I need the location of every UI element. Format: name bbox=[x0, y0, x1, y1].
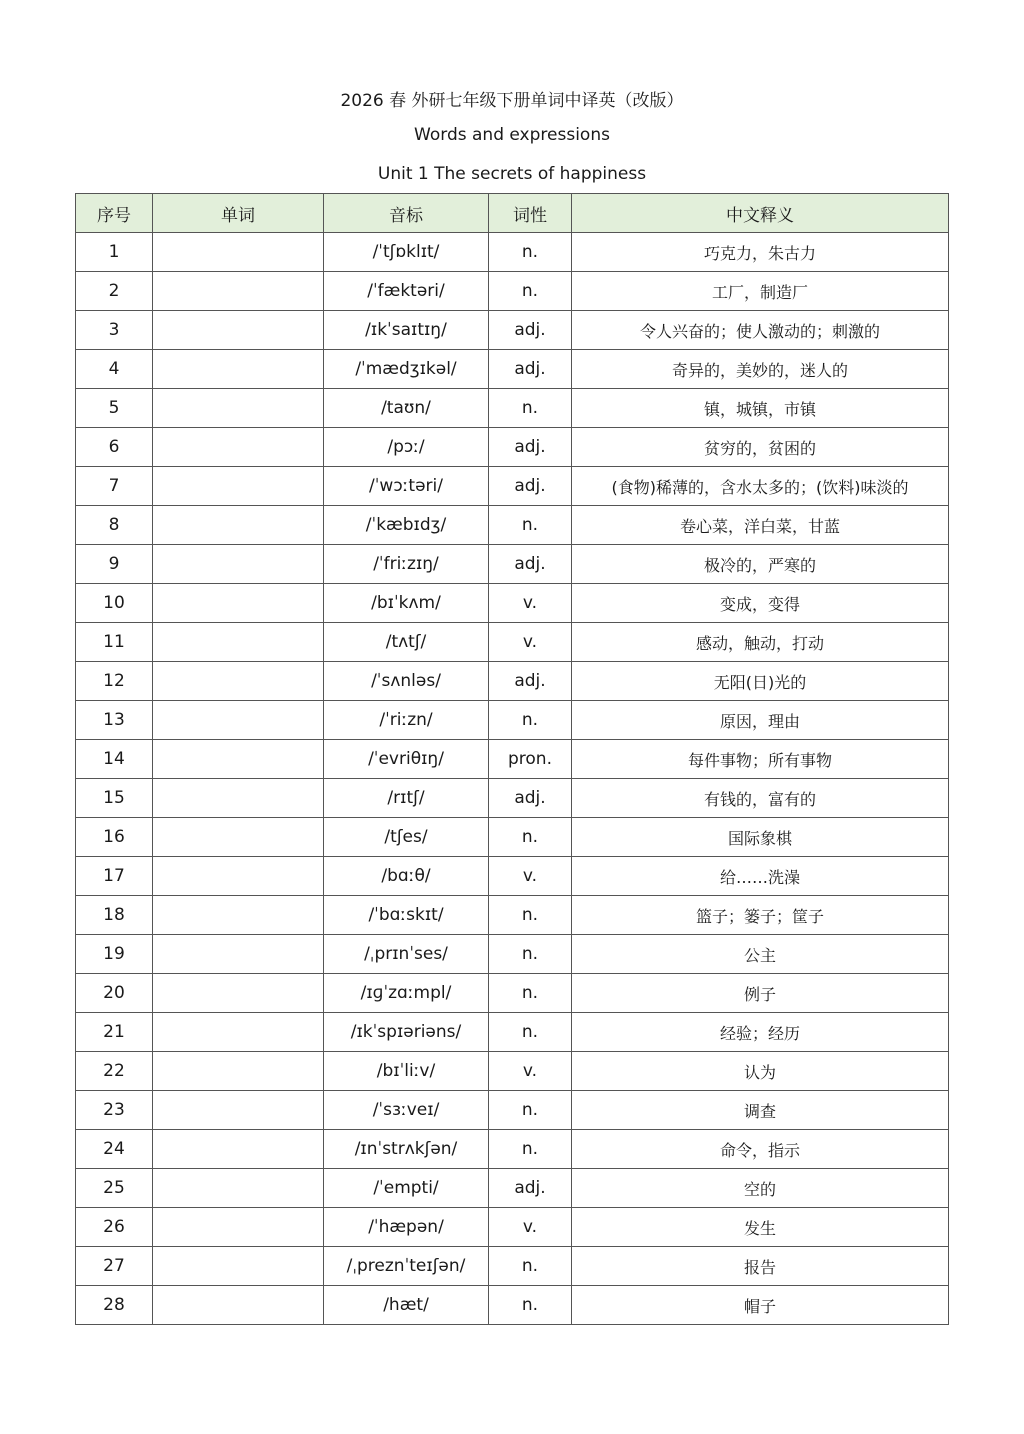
word-answer-cell[interactable] bbox=[153, 1208, 324, 1247]
table-row bbox=[76, 662, 949, 701]
chinese-meaning-cell: 空的 bbox=[572, 1169, 949, 1208]
phonetic-cell: /ˈhæpən/ bbox=[324, 1208, 489, 1247]
row-number: 17 bbox=[76, 857, 153, 896]
part-of-speech-cell: v. bbox=[489, 584, 572, 623]
word-answer-cell[interactable] bbox=[153, 506, 324, 545]
chinese-meaning-cell: 原因，理由 bbox=[572, 701, 949, 740]
phonetic-cell: /ɪkˈsaɪtɪŋ/ bbox=[324, 311, 489, 350]
part-of-speech-cell: n. bbox=[489, 389, 572, 428]
word-answer-cell[interactable] bbox=[153, 701, 324, 740]
row-number: 5 bbox=[76, 389, 153, 428]
chinese-meaning-cell: 令人兴奋的；使人激动的；刺激的 bbox=[572, 311, 949, 350]
phonetic-cell: /bɑːθ/ bbox=[324, 857, 489, 896]
part-of-speech-cell: n. bbox=[489, 1013, 572, 1052]
word-answer-cell[interactable] bbox=[153, 779, 324, 818]
table-row bbox=[76, 545, 949, 584]
chinese-meaning-cell: 卷心菜，洋白菜，甘蓝 bbox=[572, 506, 949, 545]
table-row bbox=[76, 740, 949, 779]
word-answer-cell[interactable] bbox=[153, 1091, 324, 1130]
part-of-speech-cell: pron. bbox=[489, 740, 572, 779]
chinese-meaning-cell: 感动，触动，打动 bbox=[572, 623, 949, 662]
row-number: 12 bbox=[76, 662, 153, 701]
word-answer-cell[interactable] bbox=[153, 818, 324, 857]
table-row bbox=[76, 1247, 949, 1286]
row-number: 20 bbox=[76, 974, 153, 1013]
phonetic-cell: /ˈfriːzɪŋ/ bbox=[324, 545, 489, 584]
table-body bbox=[76, 233, 949, 1325]
phonetic-cell: /rɪtʃ/ bbox=[324, 779, 489, 818]
table-row bbox=[76, 857, 949, 896]
part-of-speech-cell: n. bbox=[489, 233, 572, 272]
vocabulary-table bbox=[75, 193, 949, 1325]
row-number: 18 bbox=[76, 896, 153, 935]
word-answer-cell[interactable] bbox=[153, 233, 324, 272]
row-number: 23 bbox=[76, 1091, 153, 1130]
phonetic-cell: /ˌprɪnˈses/ bbox=[324, 935, 489, 974]
phonetic-cell: /ˈriːzn/ bbox=[324, 701, 489, 740]
part-of-speech-cell: v. bbox=[489, 857, 572, 896]
table-row bbox=[76, 1013, 949, 1052]
header-part-of-speech: 词性 bbox=[489, 194, 572, 233]
phonetic-cell: /ˈfæktəri/ bbox=[324, 272, 489, 311]
row-number: 4 bbox=[76, 350, 153, 389]
table-row bbox=[76, 1091, 949, 1130]
part-of-speech-cell: n. bbox=[489, 701, 572, 740]
word-answer-cell[interactable] bbox=[153, 662, 324, 701]
table-row bbox=[76, 623, 949, 662]
phonetic-cell: /pɔː/ bbox=[324, 428, 489, 467]
word-answer-cell[interactable] bbox=[153, 467, 324, 506]
table-row bbox=[76, 584, 949, 623]
header-number: 序号 bbox=[76, 194, 153, 233]
chinese-meaning-cell: 帽子 bbox=[572, 1286, 949, 1325]
table-row bbox=[76, 974, 949, 1013]
chinese-meaning-cell: 变成，变得 bbox=[572, 584, 949, 623]
row-number: 21 bbox=[76, 1013, 153, 1052]
phonetic-cell: /bɪˈliːv/ bbox=[324, 1052, 489, 1091]
word-answer-cell[interactable] bbox=[153, 1013, 324, 1052]
header-phonetic: 音标 bbox=[324, 194, 489, 233]
row-number: 19 bbox=[76, 935, 153, 974]
chinese-meaning-cell: 命令，指示 bbox=[572, 1130, 949, 1169]
table-row bbox=[76, 389, 949, 428]
chinese-meaning-cell: 例子 bbox=[572, 974, 949, 1013]
chinese-meaning-cell: 贫穷的，贫困的 bbox=[572, 428, 949, 467]
row-number: 11 bbox=[76, 623, 153, 662]
part-of-speech-cell: adj. bbox=[489, 1169, 572, 1208]
phonetic-cell: /ˈbɑːskɪt/ bbox=[324, 896, 489, 935]
row-number: 26 bbox=[76, 1208, 153, 1247]
row-number: 27 bbox=[76, 1247, 153, 1286]
table-row bbox=[76, 272, 949, 311]
chinese-meaning-cell: 公主 bbox=[572, 935, 949, 974]
part-of-speech-cell: v. bbox=[489, 623, 572, 662]
chinese-meaning-cell: 给……洗澡 bbox=[572, 857, 949, 896]
part-of-speech-cell: adj. bbox=[489, 467, 572, 506]
part-of-speech-cell: n. bbox=[489, 506, 572, 545]
phonetic-cell: /ˈempti/ bbox=[324, 1169, 489, 1208]
chinese-meaning-cell: 经验；经历 bbox=[572, 1013, 949, 1052]
table-row bbox=[76, 428, 949, 467]
table-row bbox=[76, 935, 949, 974]
part-of-speech-cell: n. bbox=[489, 1091, 572, 1130]
word-answer-cell[interactable] bbox=[153, 311, 324, 350]
chinese-meaning-cell: 工厂，制造厂 bbox=[572, 272, 949, 311]
part-of-speech-cell: v. bbox=[489, 1052, 572, 1091]
part-of-speech-cell: adj. bbox=[489, 545, 572, 584]
chinese-meaning-cell: 有钱的，富有的 bbox=[572, 779, 949, 818]
row-number: 6 bbox=[76, 428, 153, 467]
word-answer-cell[interactable] bbox=[153, 389, 324, 428]
table-row bbox=[76, 896, 949, 935]
phonetic-cell: /ˈkæbɪdʒ/ bbox=[324, 506, 489, 545]
chinese-meaning-cell: 镇，城镇，市镇 bbox=[572, 389, 949, 428]
table-row bbox=[76, 1169, 949, 1208]
chinese-meaning-cell: 无阳(日)光的 bbox=[572, 662, 949, 701]
word-answer-cell[interactable] bbox=[153, 935, 324, 974]
row-number: 16 bbox=[76, 818, 153, 857]
word-answer-cell[interactable] bbox=[153, 974, 324, 1013]
table-row bbox=[76, 1208, 949, 1247]
word-answer-cell[interactable] bbox=[153, 272, 324, 311]
part-of-speech-cell: adj. bbox=[489, 311, 572, 350]
page-title: 2026 春 外研七年级下册单词中译英（改版） bbox=[340, 91, 684, 111]
part-of-speech-cell: n. bbox=[489, 896, 572, 935]
row-number: 25 bbox=[76, 1169, 153, 1208]
word-answer-cell[interactable] bbox=[153, 428, 324, 467]
chinese-meaning-cell: 奇异的，美妙的，迷人的 bbox=[572, 350, 949, 389]
word-answer-cell[interactable] bbox=[153, 350, 324, 389]
phonetic-cell: /tʌtʃ/ bbox=[324, 623, 489, 662]
row-number: 22 bbox=[76, 1052, 153, 1091]
row-number: 8 bbox=[76, 506, 153, 545]
word-answer-cell[interactable] bbox=[153, 1052, 324, 1091]
word-answer-cell[interactable] bbox=[153, 584, 324, 623]
part-of-speech-cell: n. bbox=[489, 818, 572, 857]
chinese-meaning-cell: 国际象棋 bbox=[572, 818, 949, 857]
row-number: 28 bbox=[76, 1286, 153, 1325]
table-row bbox=[76, 1130, 949, 1169]
table-row bbox=[76, 818, 949, 857]
chinese-meaning-cell: 报告 bbox=[572, 1247, 949, 1286]
phonetic-cell: /taʊn/ bbox=[324, 389, 489, 428]
part-of-speech-cell: adj. bbox=[489, 779, 572, 818]
table-row bbox=[76, 233, 949, 272]
word-answer-cell[interactable] bbox=[153, 545, 324, 584]
part-of-speech-cell: n. bbox=[489, 272, 572, 311]
part-of-speech-cell: v. bbox=[489, 1208, 572, 1247]
chinese-meaning-cell: 极冷的，严寒的 bbox=[572, 545, 949, 584]
part-of-speech-cell: n. bbox=[489, 1286, 572, 1325]
phonetic-cell: /ˈevriθɪŋ/ bbox=[324, 740, 489, 779]
row-number: 1 bbox=[76, 233, 153, 272]
table-row bbox=[76, 701, 949, 740]
word-answer-cell[interactable] bbox=[153, 623, 324, 662]
row-number: 7 bbox=[76, 467, 153, 506]
header-word: 单词 bbox=[153, 194, 324, 233]
phonetic-cell: /ˈwɔːtəri/ bbox=[324, 467, 489, 506]
phonetic-cell: /ɪɡˈzɑːmpl/ bbox=[324, 974, 489, 1013]
table-row bbox=[76, 1052, 949, 1091]
table-row bbox=[76, 467, 949, 506]
part-of-speech-cell: adj. bbox=[489, 428, 572, 467]
chinese-meaning-cell: 篮子；篓子；筐子 bbox=[572, 896, 949, 935]
table-row bbox=[76, 506, 949, 545]
part-of-speech-cell: n. bbox=[489, 935, 572, 974]
word-answer-cell[interactable] bbox=[153, 1286, 324, 1325]
table-row bbox=[76, 350, 949, 389]
phonetic-cell: /ɪnˈstrʌkʃən/ bbox=[324, 1130, 489, 1169]
phonetic-cell: /ɪkˈspɪəriəns/ bbox=[324, 1013, 489, 1052]
word-answer-cell[interactable] bbox=[153, 740, 324, 779]
row-number: 14 bbox=[76, 740, 153, 779]
phonetic-cell: /hæt/ bbox=[324, 1286, 489, 1325]
row-number: 3 bbox=[76, 311, 153, 350]
phonetic-cell: /ˈsʌnləs/ bbox=[324, 662, 489, 701]
row-number: 2 bbox=[76, 272, 153, 311]
phonetic-cell: /bɪˈkʌm/ bbox=[324, 584, 489, 623]
phonetic-cell: /tʃes/ bbox=[324, 818, 489, 857]
part-of-speech-cell: n. bbox=[489, 1247, 572, 1286]
header-chinese-meaning: 中文释义 bbox=[572, 194, 949, 233]
row-number: 10 bbox=[76, 584, 153, 623]
phonetic-cell: /ˈsɜːveɪ/ bbox=[324, 1091, 489, 1130]
unit-title: Unit 1 The secrets of happiness bbox=[377, 164, 647, 184]
table-header-row bbox=[76, 194, 949, 233]
row-number: 9 bbox=[76, 545, 153, 584]
phonetic-cell: /ˈmædʒɪkəl/ bbox=[324, 350, 489, 389]
word-answer-cell[interactable] bbox=[153, 1169, 324, 1208]
part-of-speech-cell: n. bbox=[489, 974, 572, 1013]
chinese-meaning-cell: 每件事物；所有事物 bbox=[572, 740, 949, 779]
word-answer-cell[interactable] bbox=[153, 1130, 324, 1169]
table-row bbox=[76, 1286, 949, 1325]
row-number: 15 bbox=[76, 779, 153, 818]
table-row bbox=[76, 311, 949, 350]
row-number: 24 bbox=[76, 1130, 153, 1169]
word-answer-cell[interactable] bbox=[153, 857, 324, 896]
word-answer-cell[interactable] bbox=[153, 1247, 324, 1286]
chinese-meaning-cell: 调查 bbox=[572, 1091, 949, 1130]
row-number: 13 bbox=[76, 701, 153, 740]
phonetic-cell: /ˈtʃɒklɪt/ bbox=[324, 233, 489, 272]
chinese-meaning-cell: 认为 bbox=[572, 1052, 949, 1091]
phonetic-cell: /ˌpreznˈteɪʃən/ bbox=[324, 1247, 489, 1286]
chinese-meaning-cell: 巧克力，朱古力 bbox=[572, 233, 949, 272]
table-row bbox=[76, 779, 949, 818]
chinese-meaning-cell: (食物)稀薄的，含水太多的；(饮料)味淡的 bbox=[572, 467, 949, 506]
word-answer-cell[interactable] bbox=[153, 896, 324, 935]
page-subtitle: Words and expressions bbox=[414, 125, 610, 145]
part-of-speech-cell: adj. bbox=[489, 350, 572, 389]
part-of-speech-cell: n. bbox=[489, 1130, 572, 1169]
chinese-meaning-cell: 发生 bbox=[572, 1208, 949, 1247]
part-of-speech-cell: adj. bbox=[489, 662, 572, 701]
